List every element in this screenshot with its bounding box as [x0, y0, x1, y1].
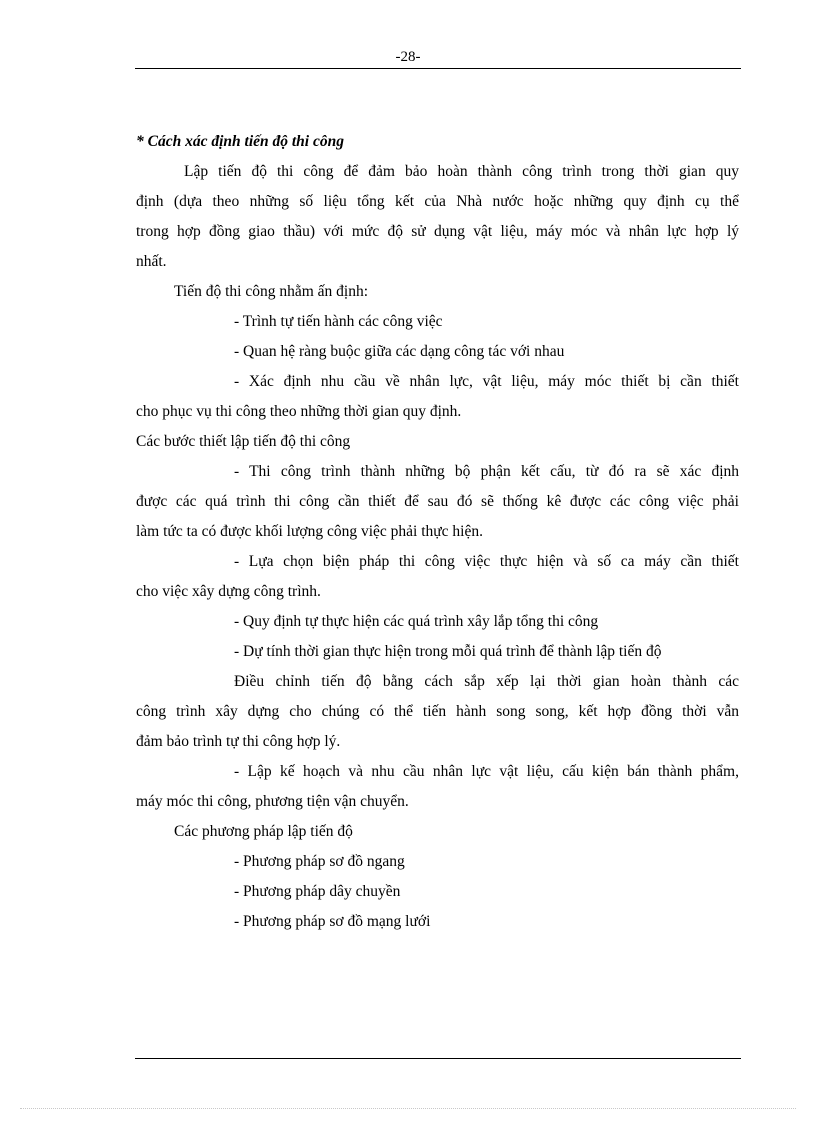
subsection-title: Các phương pháp lập tiến độ [174, 823, 353, 840]
list-item-continuation: làm tức ta có được khối lượng công việc phải thực hiện. [136, 523, 483, 540]
document-body [136, 127, 739, 937]
list-item: - Thi công trình thành những bộ phận kết cấu, từ đó ra sẽ xác định [234, 463, 739, 480]
paragraph-line: trong hợp đồng giao thầu) với mức độ sử dụng vật liệu, máy móc và nhân lực hợp lý [136, 223, 739, 240]
list-item-continuation: cho phục vụ thi công theo những thời gian quy định. [136, 403, 462, 420]
list-item: - Phương pháp sơ đồ ngang [234, 853, 405, 870]
list-item: - Lựa chọn biện pháp thi công việc thực hiện và số ca máy cần thiết [234, 553, 739, 570]
subsection-title: Các bước thiết lập tiến độ thi công [136, 433, 351, 450]
section-heading: * Cách xác định tiến độ thi công [136, 133, 344, 150]
list-item: - Dự tính thời gian thực hiện trong mỗi quá trình để thành lập tiến độ [234, 643, 662, 660]
header-rule [135, 68, 741, 69]
paragraph-line: công trình xây dựng cho chúng có thể tiến hành song song, kết hợp đồng thời vẫn [136, 703, 739, 720]
page-edge-dots [20, 1108, 796, 1109]
list-item: - Phương pháp dây chuyền [234, 883, 401, 900]
list-item: - Xác định nhu cầu về nhân lực, vật liệu, máy móc thiết bị cần thiết [234, 373, 739, 390]
paragraph-line: Điều chỉnh tiến độ bằng cách sắp xếp lại thời gian hoàn thành các [234, 673, 739, 690]
list-item: - Quy định tự thực hiện các quá trình xây lắp tổng thi công [234, 613, 599, 630]
list-item: - Lập kế hoạch và nhu cầu nhân lực vật liệu, cấu kiện bán thành phẩm, [234, 763, 739, 780]
paragraph-line: đảm bảo trình tự thi công hợp lý. [136, 733, 341, 750]
paragraph-line: nhất. [136, 253, 167, 270]
list-item: - Phương pháp sơ đồ mạng lưới [234, 913, 431, 930]
list-item: - Quan hệ ràng buộc giữa các dạng công tác với nhau [234, 343, 565, 360]
list-item-continuation: cho việc xây dựng công trình. [136, 583, 321, 600]
list-item-continuation: được các quá trình thi công cần thiết để sau đó sẽ thống kê được các công việc phải [136, 493, 739, 510]
list-item-continuation: máy móc thi công, phương tiện vận chuyển. [136, 793, 409, 810]
footer-rule [135, 1058, 741, 1059]
paragraph-line: Tiến độ thi công nhằm ấn định: [174, 283, 369, 300]
list-item: - Trình tự tiến hành các công việc [234, 313, 443, 330]
paragraph-line: Lập tiến độ thi công để đảm bảo hoàn thành công trình trong thời gian quy [184, 163, 739, 180]
page-number: -28- [395, 49, 421, 65]
paragraph-line: định (dựa theo những số liệu tổng kết của Nhà nước hoặc những quy định cụ thể [136, 193, 739, 210]
